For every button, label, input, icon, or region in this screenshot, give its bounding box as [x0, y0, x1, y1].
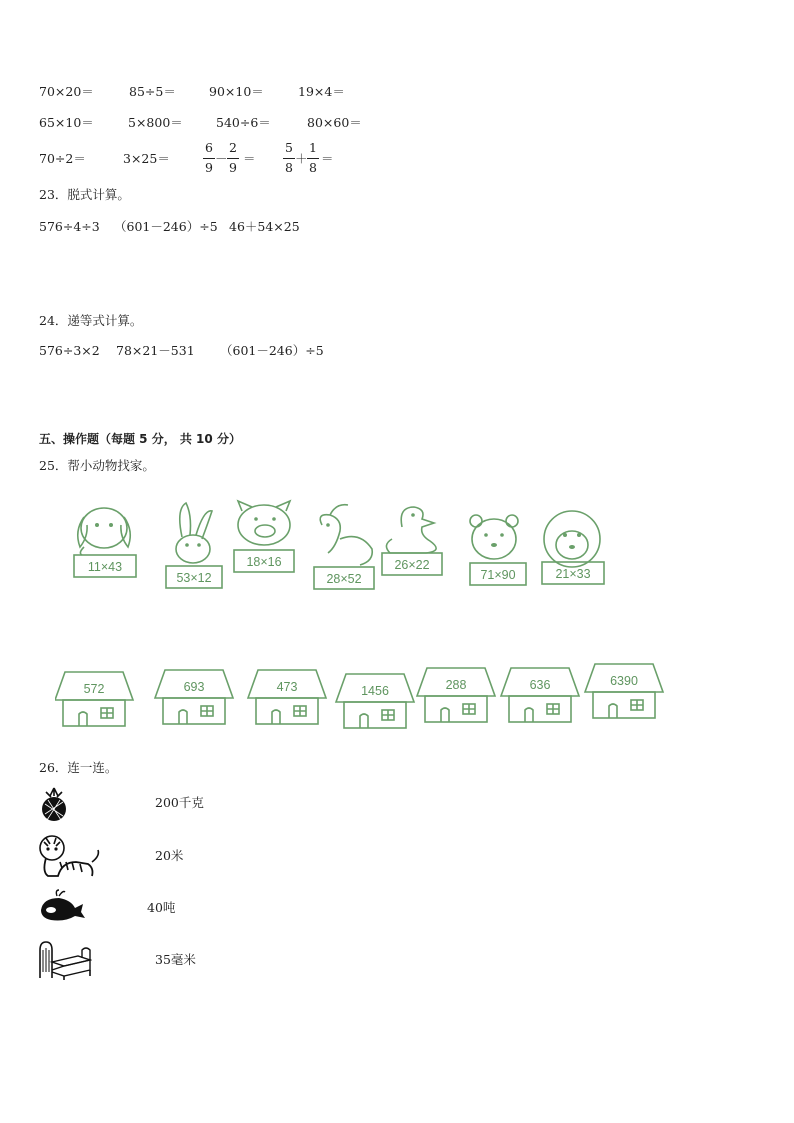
oral-item: 5×800＝ — [128, 115, 183, 130]
expression: 576÷4÷3 — [39, 219, 100, 234]
operator: ＋ — [295, 151, 308, 166]
house-icon — [155, 670, 233, 724]
expression: 46＋54×25 — [229, 219, 300, 234]
oral-item: 85÷5＝ — [129, 84, 176, 99]
match-label: 40吨 — [147, 900, 176, 915]
match-label: 20米 — [155, 848, 184, 863]
match-label: 200千克 — [155, 795, 204, 810]
house-icon — [585, 664, 663, 718]
house-label: 288 — [445, 678, 467, 692]
house-label: 693 — [183, 680, 205, 694]
house-label: 636 — [529, 678, 551, 692]
fraction: 1 8 — [307, 142, 319, 174]
bear-icon — [470, 515, 518, 559]
question-title: 24．递等式计算。 — [39, 313, 143, 328]
pig-icon — [238, 501, 290, 545]
question-title: 25．帮小动物找家。 — [39, 458, 155, 473]
tiger-icon — [36, 832, 102, 878]
duck-icon — [386, 507, 436, 553]
expression: 576÷3×2 — [39, 343, 100, 358]
whale-icon — [37, 888, 87, 924]
fraction: 5 8 — [283, 142, 295, 174]
house-label: 473 — [276, 680, 298, 694]
house-label: 572 — [83, 682, 105, 696]
match-label: 35毫米 — [155, 952, 196, 967]
equals-sign: ＝ — [243, 151, 256, 166]
house-icon — [55, 672, 133, 726]
house-icon — [417, 668, 495, 722]
goat-icon — [320, 505, 372, 565]
equals-sign: ＝ — [321, 151, 334, 166]
oral-item: 65×10＝ — [39, 115, 94, 130]
question-title: 23．脱式计算。 — [39, 187, 130, 202]
house-icon — [248, 670, 326, 724]
animal-label: 11×43 — [87, 560, 123, 574]
house-icon — [501, 668, 579, 722]
animal-label: 28×52 — [326, 572, 362, 586]
oral-item: 540÷6＝ — [216, 115, 271, 130]
animal-label: 53×12 — [176, 571, 212, 585]
oral-item: 70÷2＝ — [39, 151, 86, 166]
oral-item: 70×20＝ — [39, 84, 94, 99]
rabbit-icon — [176, 503, 212, 563]
animal-label: 26×22 — [394, 558, 430, 572]
house-icon — [336, 674, 414, 728]
house-label: 6390 — [610, 674, 638, 688]
animal-label: 21×33 — [555, 567, 591, 581]
question-title: 26．连一连。 — [39, 760, 118, 775]
oral-item: 80×60＝ — [307, 115, 362, 130]
animal-label: 71×90 — [480, 568, 516, 582]
animal-label: 18×16 — [246, 555, 282, 569]
oral-item: 90×10＝ — [209, 84, 264, 99]
houses-figure — [55, 660, 665, 730]
house-label: 1456 — [361, 684, 389, 698]
operator: － — [215, 151, 228, 166]
bed-icon — [38, 936, 92, 980]
dog-icon — [78, 508, 131, 555]
section-title: 五、操作题（每题 5 分， 共 10 分） — [39, 432, 241, 446]
fraction: 2 9 — [227, 142, 239, 174]
monkey-icon — [544, 511, 600, 567]
expression: （601－246）÷5 — [114, 219, 218, 234]
oral-item: 3×25＝ — [123, 151, 170, 166]
expression: 78×21－531 — [116, 343, 195, 358]
expression: （601－246）÷5 — [220, 343, 324, 358]
oral-item: 19×4＝ — [298, 84, 345, 99]
animals-figure — [60, 495, 620, 600]
fraction: 6 9 — [203, 142, 215, 174]
pineapple-icon — [37, 786, 71, 822]
